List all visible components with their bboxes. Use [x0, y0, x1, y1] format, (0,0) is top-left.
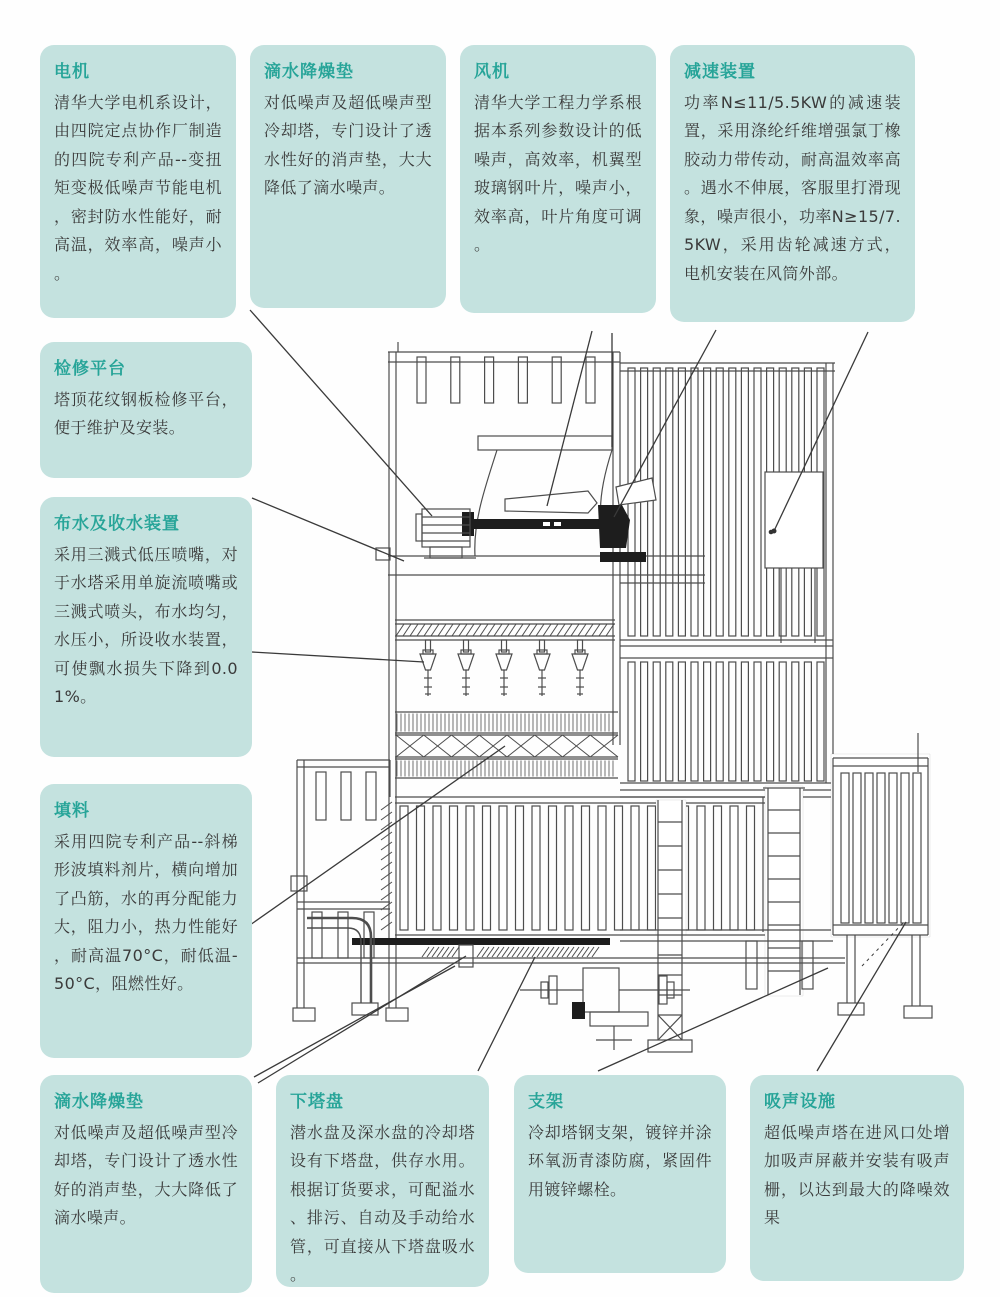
callout-title: 下塔盘	[290, 1092, 344, 1112]
callout-body: 对低噪声及超低噪声型冷却塔，专门设计了透水性好的消声垫，大大降低了滴水噪声。	[264, 93, 432, 198]
callout-title: 支架	[528, 1092, 564, 1112]
callout-body: 功率N≤11/5.5KW的减速装置，采用涤纶纤维增强氯丁橡胶动力带传动，耐高温效率高。遇水不伸展，客服里打滑现象，噪声很小，功率N≥15/7.5KW，采用齿轮减速方式，电机安装在风筒外部。	[684, 93, 901, 283]
callout-title: 填料	[54, 801, 90, 821]
callout-gear	[670, 45, 915, 322]
callout-sound	[750, 1075, 964, 1281]
callout-title: 布水及收水装置	[54, 514, 180, 534]
callout-body: 对低噪声及超低噪声型冷却塔，专门设计了透水性好的消声垫，大大降低了滴水噪声。	[54, 1123, 238, 1228]
callout-drip-top	[250, 45, 446, 308]
callout-title: 检修平台	[54, 359, 126, 379]
callout-body: 超低噪声塔在进风口处增加吸声屏蔽并安装有吸声栅，以达到最大的降噪效果	[764, 1123, 950, 1228]
callout-water	[40, 497, 252, 757]
callout-title: 吸声设施	[764, 1092, 836, 1112]
callout-body: 冷却塔钢支架，镀锌并涂环氧沥青漆防腐，紧固件用镀锌螺栓。	[528, 1123, 712, 1199]
callout-body: 塔顶花纹钢板检修平台，便于维护及安装。	[54, 390, 238, 438]
callout-fill	[40, 784, 252, 1058]
callout-fan	[460, 45, 656, 313]
callout-motor	[40, 45, 236, 318]
callout-title: 电机	[54, 62, 90, 82]
callout-tray	[276, 1075, 489, 1287]
callout-title: 滴水降燥垫	[54, 1092, 144, 1112]
callout-title: 风机	[474, 62, 510, 82]
callout-body: 清华大学工程力学系根据本系列参数设计的低噪声，高效率，机翼型玻璃钢叶片，噪声小，效率高，叶片角度可调。	[474, 93, 642, 255]
callout-body: 采用三溅式低压喷嘴，对于水塔采用单旋流喷嘴或三溅式喷头，布水均匀，水压小，所设收水装置，可使飘水损失下降到0.01%。	[54, 545, 238, 707]
callout-title: 滴水降燥垫	[264, 62, 354, 82]
callout-title: 减速装置	[684, 62, 756, 82]
callout-body: 潜水盘及深水盘的冷却塔设有下塔盘，供存水用。根据订货要求，可配溢水、排污、自动及手动给水管，可直接从下塔盘吸水。	[290, 1123, 475, 1285]
callout-body: 采用四院专利产品--斜梯形波填料剂片，横向增加了凸筋，水的再分配能力大，阻力小，热力性能好，耐高温70°C，耐低温-50°C，阻燃性好。	[54, 832, 238, 994]
callout-platform	[40, 342, 252, 478]
callout-drip-bottom	[40, 1075, 252, 1293]
callout-support	[514, 1075, 726, 1273]
callout-body: 清华大学电机系设计，由四院定点协作厂制造的四院专利产品--变扭矩变极低噪声节能电机，密封防水性能好，耐高温，效率高，噪声小。	[54, 93, 222, 283]
